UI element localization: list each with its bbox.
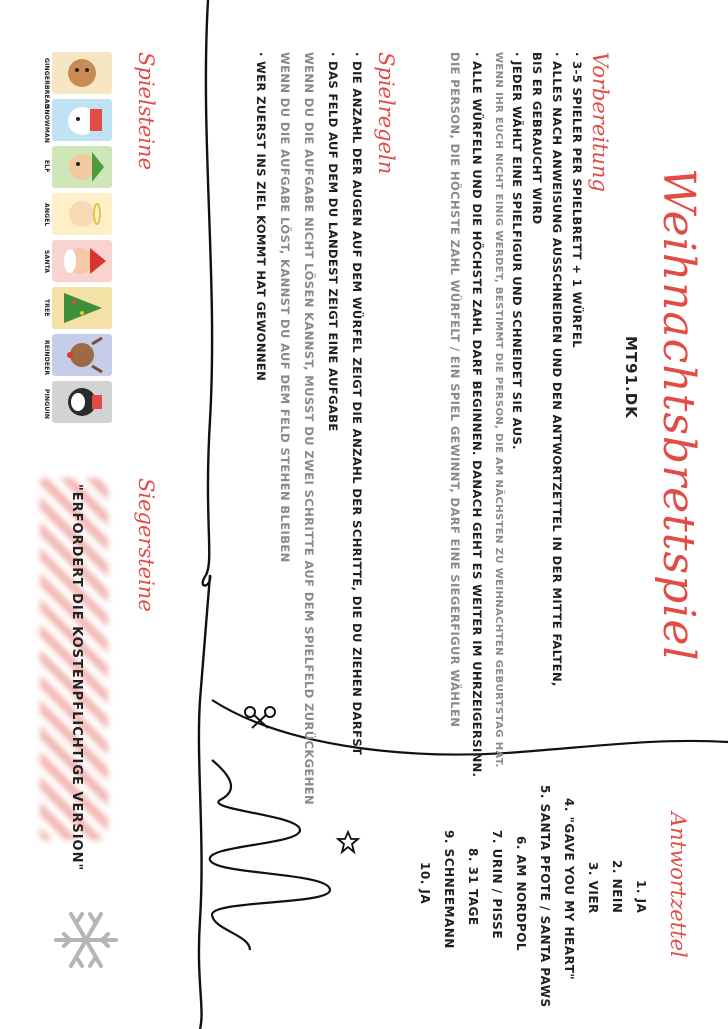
- piece-label-santa: SANTA: [43, 250, 50, 274]
- vorbereitung-line-6: · ALLE WÜRFELN UND DIE HÖCHSTE ZAHL DARF BEGINNEN. DANACH GEHT ES WEITER IM UHRZEIGERSINN.: [470, 52, 484, 778]
- star-icon: [338, 832, 358, 852]
- piece-label-reindeer: REINDEER: [43, 340, 50, 376]
- piece-elf: [52, 146, 112, 188]
- paid-version-notice: "ERFORDERT DIE KOSTENPFLICHTIGE VERSION": [69, 484, 84, 872]
- piece-pinguin: [52, 381, 112, 423]
- spielsteine-heading: Spielsteine: [134, 52, 158, 171]
- answer-6: 6. AM NORDPOL: [514, 836, 528, 952]
- spielregeln-line-3: WENN DU DIE AUFGABE NICHT LÖSEN KANNST, MUSST DU ZWEI SCHRITTE AUF DEM SPIELFELD ZURÜCKGEHEN: [302, 52, 316, 806]
- piece-label-elf: ELF: [43, 160, 50, 173]
- answer-9: 9. SCHNEEMANN: [442, 830, 456, 949]
- subtitle: MT91.DK: [622, 336, 640, 419]
- answer-4: 4. "GAVE YOU MY HEART": [562, 798, 576, 981]
- cut-line: [199, 0, 212, 1029]
- piece-santa: [52, 240, 112, 282]
- answer-2: 2. NEIN: [610, 860, 624, 914]
- antwortzettel-heading: Antwortzettel: [666, 812, 690, 958]
- piece-label-snowman: SNOWMAN: [43, 105, 50, 144]
- piece-snowman: [52, 99, 112, 141]
- piece-label-angel: ANGEL: [43, 203, 50, 227]
- vorbereitung-line-7: DIE PERSON, DIE HÖCHSTE ZAHL WÜRFELT / EIN SPIEL GEWINNT, DARF EINE SIEGERFIGUR WÄHLEN: [448, 52, 462, 728]
- answer-10: 10. JA: [418, 862, 432, 905]
- answer-5: 5. SANTA PFOTE / SANTA PAWS: [538, 785, 552, 1008]
- siegersteine-heading: Siegersteine: [134, 478, 158, 612]
- piece-label-tree: TREE: [43, 299, 50, 317]
- answer-1: 1. JA: [634, 880, 648, 914]
- spielregeln-line-5: · WER ZUERST INS ZIEL KOMMT HAT GEWONNEN: [254, 52, 268, 382]
- piece-gingerbread: [52, 52, 112, 94]
- piece-reindeer: [52, 334, 112, 376]
- page-title: Weihnachtsbrettspiel: [653, 168, 704, 662]
- spielregeln-line-1: · DIE ANZAHL DER AUGEN AUF DEM WÜRFEL ZEIGT DIE ANZAHL DER SCHRITTE, DIE DU ZIEHEN DARFST: [350, 52, 364, 756]
- vorbereitung-line-2: · ALLES NACH ANWEISUNG AUSSCHNEIDEN UND DEN ANTWORTZETTEL IN DER MITTE FALTEN,: [550, 52, 564, 687]
- vorbereitung-line-5: WENN IHR EUCH NICHT EINIG WERDET, BESTIMMT DIE PERSON, DIE AM NÄCHSTEN ZU WEIHNACHTEN GEBURTSTAG HAT.: [493, 52, 504, 768]
- answer-8: 8. 31 TAGE: [466, 848, 480, 926]
- piece-tree: [52, 287, 112, 329]
- vorbereitung-line-3: BIS ER GEBRAUCHT WIRD: [530, 52, 544, 225]
- piece-angel: [52, 193, 112, 235]
- spielregeln-line-2: · DAS FELD AUF DEM DU LANDEST ZEIGT EINE AUFGABE: [326, 52, 340, 432]
- vorbereitung-heading: Vorbereitung: [588, 52, 612, 192]
- vorbereitung-line-1: · 3-5 SPIELER PER SPIELBRETT + 1 WÜRFEL: [570, 52, 584, 348]
- answer-3: 3. VIER: [586, 862, 600, 914]
- piece-label-pinguin: PINGUIN: [43, 389, 50, 420]
- piece-label-gingerbread: GINGERBREAD: [43, 58, 50, 109]
- spielregeln-line-4: WENN DU DIE AUFGABE LÖST, KANNST DU AUF DEM FELD STEHEN BLEIBEN: [278, 52, 292, 563]
- snowflake-icon: [56, 914, 116, 966]
- spielregeln-heading: Spielregeln: [374, 52, 398, 175]
- vorbereitung-line-4: · JEDER WÄHLT EINE SPIELFIGUR UND SCHNEIDET SIE AUS.: [510, 52, 524, 450]
- answer-7: 7. URIN / PISSE: [490, 830, 504, 940]
